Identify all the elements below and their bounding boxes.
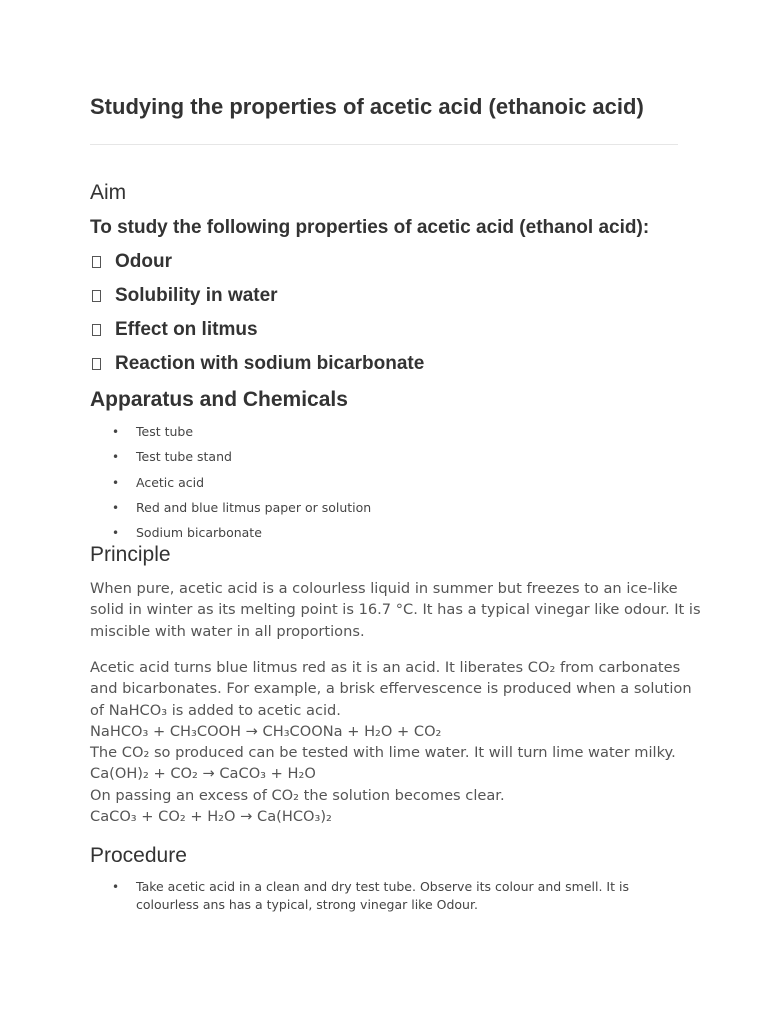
- list-item: [90, 448, 680, 473]
- procedure-list: [90, 878, 680, 914]
- property-label: Solubility in water: [115, 285, 278, 306]
- checkbox-icon: [92, 324, 101, 336]
- equation: CaCO₃ + CO₂ + H₂O → Ca(HCO₃)₂: [90, 808, 332, 826]
- page-title: Studying the properties of acetic acid (ethanoic acid): [90, 94, 644, 119]
- list-item: [90, 474, 680, 499]
- bullet-icon: •: [112, 475, 120, 490]
- bullet-icon: •: [112, 500, 120, 515]
- text-line: miscible with water in all proportions.: [90, 622, 365, 640]
- text-line: and bicarbonates. For example, a brisk effervescence is produced when a solution: [90, 680, 692, 698]
- list-item: [90, 524, 680, 549]
- principle-paragraph-2: [90, 657, 692, 827]
- bullet-icon: •: [112, 526, 120, 541]
- aim-heading: Aim: [90, 181, 127, 204]
- checkbox-icon: [92, 256, 101, 268]
- bullet-icon: •: [112, 880, 120, 894]
- list-item: [90, 423, 680, 448]
- list-item: [90, 499, 680, 524]
- apparatus-heading: Apparatus and Chemicals: [90, 388, 348, 411]
- property-item: [90, 317, 258, 343]
- apparatus-list: [90, 423, 680, 549]
- checkbox-icon: [92, 358, 101, 370]
- bullet-icon: •: [112, 450, 120, 465]
- text-line: Acetic acid turns blue litmus red as it is an acid. It liberates CO₂ from carbonates: [90, 659, 681, 676]
- list-item-label: Take acetic acid in a clean and dry test tube. Observe its colour and smell. It is colourless ans has a typical, strong vinegar like Odour.: [136, 879, 629, 912]
- list-item-label: Red and blue litmus paper or solution: [136, 499, 372, 515]
- principle-paragraph-1: [90, 578, 701, 642]
- checkbox-icon: [92, 290, 101, 302]
- list-item-label: Sodium bicarbonate: [136, 525, 262, 541]
- property-label: Odour: [115, 251, 172, 272]
- property-label: Effect on litmus: [115, 319, 258, 340]
- equation: Ca(OH)₂ + CO₂ → CaCO₃ + H₂O: [90, 765, 316, 783]
- list-item-label: Test tube stand: [136, 449, 232, 465]
- text-line: solid in winter as its melting point is 16.7 °C. It has a typical vinegar like odour. It is: [90, 601, 701, 619]
- property-item: [90, 283, 278, 309]
- equation: NaHCO₃ + CH₃COOH → CH₃COONa + H₂O + CO₂: [90, 722, 442, 740]
- list-item: [90, 878, 680, 914]
- list-item-label: Test tube: [136, 424, 194, 439]
- text-line: When pure, acetic acid is a colourless liquid in summer but freezes to an ice-like: [90, 580, 678, 597]
- property-label: Reaction with sodium bicarbonate: [115, 353, 425, 374]
- principle-heading: Principle: [90, 543, 171, 566]
- bullet-icon: •: [112, 425, 120, 439]
- aim-intro: To study the following properties of acetic acid (ethanol acid):: [90, 217, 650, 238]
- property-item: [90, 249, 172, 275]
- text-line: The CO₂ so produced can be tested with lime water. It will turn lime water milky.: [90, 744, 676, 762]
- property-item: [90, 351, 424, 377]
- text-line: On passing an excess of CO₂ the solution becomes clear.: [90, 786, 505, 804]
- list-item-label: Acetic acid: [136, 474, 205, 490]
- text-line: of NaHCO₃ is added to acetic acid.: [90, 701, 341, 719]
- procedure-heading: Procedure: [90, 844, 187, 867]
- title-divider: [90, 144, 678, 145]
